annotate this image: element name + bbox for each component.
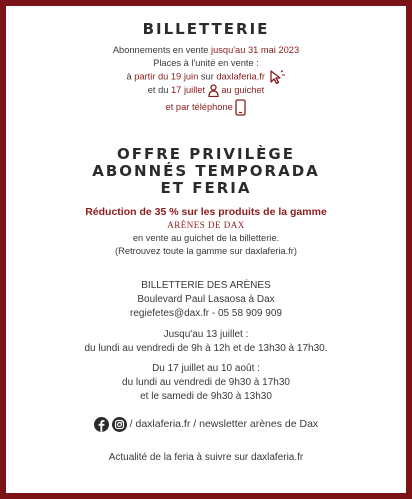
telephone-line: et par téléphone xyxy=(6,99,406,116)
content-panel xyxy=(6,6,406,493)
vente-line: en vente au guichet de la billetterie. xyxy=(132,233,280,243)
abonnements-line: Abonnements en vente jusqu'au 31 mai 2023 xyxy=(112,45,300,55)
reduction-text: Réduction de 35 % sur les produits de la gamme xyxy=(85,206,327,218)
phone-icon xyxy=(235,99,246,116)
billetterie-title: BILLETTERIE xyxy=(142,20,270,38)
social-line: / daxlaferia.fr / newsletter arènes de Dax xyxy=(6,415,406,433)
contact-address: Boulevard Paul Lasaosa à Dax xyxy=(137,294,275,305)
period2-hours-weekday: du lundi au vendredi de 9h30 à 17h30 xyxy=(122,377,290,388)
period2-title: Du 17 juillet au 10 août : xyxy=(152,363,260,374)
instagram-icon[interactable] xyxy=(112,417,127,432)
contact-email-phone: regiefetes@dax.fr - 05 58 909 909 xyxy=(130,308,282,319)
offre-title: OFFRE PRIVILÈGE ABONNÉS TEMPORADA ET FERIA xyxy=(92,145,320,197)
web-sale-line: à partir du 19 juin sur daxlaferia.fr xyxy=(6,70,406,84)
actualite-line: Actualité de la feria à suivre sur daxlaferia.fr xyxy=(108,452,304,463)
abonnements-date: jusqu'au 31 mai 2023 xyxy=(211,45,300,55)
guichet-line: et du 17 juillet au guichet xyxy=(6,84,406,97)
person-icon xyxy=(208,84,219,97)
period1-hours: du lundi au vendredi de 9h à 12h et de 13h30 à 17h30. xyxy=(84,343,328,354)
arenes-de-dax-brand: ARÈNES DE DAX xyxy=(167,220,245,230)
places-line: Places à l'unité en vente : xyxy=(153,58,259,68)
facebook-icon[interactable] xyxy=(94,417,109,432)
website-link[interactable]: daxlaferia.fr xyxy=(216,71,265,82)
gamme-line: (Retrouvez toute la gamme sur daxlaferia.fr) xyxy=(115,246,297,256)
contact-title: BILLETTERIE DES ARÈNES xyxy=(141,280,271,291)
period1-title: Jusqu'au 13 juillet : xyxy=(163,329,249,340)
cursor-click-icon xyxy=(268,70,286,84)
period2-hours-saturday: et le samedi de 9h30 à 13h30 xyxy=(140,391,272,402)
